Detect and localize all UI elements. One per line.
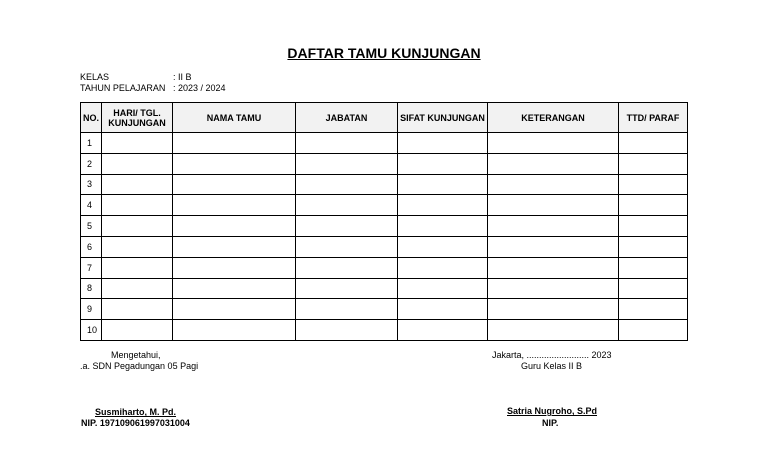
head-name: Susmiharto, M. Pd. [95, 407, 177, 417]
cell-jabatan[interactable] [296, 320, 398, 341]
cell-ttd-paraf[interactable] [619, 174, 688, 195]
cell-sifat-kunjungan[interactable] [398, 299, 488, 320]
cell-keterangan[interactable] [488, 236, 619, 257]
cell-no: 2 [81, 153, 102, 174]
tahun-pelajaran-label: TAHUN PELAJARAN [80, 83, 166, 93]
cell-sifat-kunjungan[interactable] [398, 153, 488, 174]
cell-hari-tgl[interactable] [102, 299, 173, 320]
cell-jabatan[interactable] [296, 216, 398, 237]
header-ttd-paraf: TTD/ PARAF [619, 103, 688, 133]
cell-jabatan[interactable] [296, 278, 398, 299]
header-hari-line2: KUNJUNGAN [108, 117, 166, 128]
cell-hari-tgl[interactable] [102, 133, 173, 154]
cell-jabatan[interactable] [296, 174, 398, 195]
cell-keterangan[interactable] [488, 257, 619, 278]
header-hari-line1: HARI/ TGL. [113, 107, 161, 118]
cell-keterangan[interactable] [488, 133, 619, 154]
cell-no: 3 [81, 174, 102, 195]
cell-hari-tgl[interactable] [102, 174, 173, 195]
teacher-title: Guru Kelas II B [521, 361, 583, 371]
cell-ttd-paraf[interactable] [619, 195, 688, 216]
cell-ttd-paraf[interactable] [619, 299, 688, 320]
cell-nama-tamu[interactable] [173, 216, 296, 237]
cell-ttd-paraf[interactable] [619, 236, 688, 257]
cell-keterangan[interactable] [488, 153, 619, 174]
cell-hari-tgl[interactable] [102, 153, 173, 174]
cell-jabatan[interactable] [296, 133, 398, 154]
school-head-title: .a. SDN Pegadungan 05 Pagi [80, 361, 199, 371]
cell-ttd-paraf[interactable] [619, 153, 688, 174]
cell-no: 8 [81, 278, 102, 299]
teacher-nip: NIP. [542, 418, 559, 428]
table-row [81, 153, 688, 174]
cell-nama-tamu[interactable] [173, 174, 296, 195]
cell-keterangan[interactable] [488, 216, 619, 237]
cell-sifat-kunjungan[interactable] [398, 174, 488, 195]
cell-keterangan[interactable] [488, 278, 619, 299]
cell-keterangan[interactable] [488, 195, 619, 216]
cell-nama-tamu[interactable] [173, 257, 296, 278]
kelas-value: : II B [173, 72, 192, 82]
kelas-label: KELAS [80, 72, 110, 82]
cell-no: 9 [81, 299, 102, 320]
cell-no: 1 [81, 133, 102, 154]
cell-hari-tgl[interactable] [102, 257, 173, 278]
cell-hari-tgl[interactable] [102, 216, 173, 237]
cell-ttd-paraf[interactable] [619, 278, 688, 299]
table-row [81, 216, 688, 237]
cell-nama-tamu[interactable] [173, 153, 296, 174]
kelas-row [80, 72, 192, 83]
cell-hari-tgl[interactable] [102, 195, 173, 216]
cell-ttd-paraf[interactable] [619, 133, 688, 154]
table-row [81, 278, 688, 299]
cell-hari-tgl[interactable] [102, 320, 173, 341]
cell-ttd-paraf[interactable] [619, 320, 688, 341]
tahun-pelajaran-value: : 2023 / 2024 [173, 83, 226, 93]
table-row [81, 299, 688, 320]
cell-no: 4 [81, 195, 102, 216]
header-jabatan: JABATAN [296, 103, 398, 133]
cell-no: 7 [81, 257, 102, 278]
cell-no: 10 [81, 320, 102, 341]
cell-sifat-kunjungan[interactable] [398, 320, 488, 341]
cell-keterangan[interactable] [488, 320, 619, 341]
cell-sifat-kunjungan[interactable] [398, 257, 488, 278]
teacher-name: Satria Nugroho, S.Pd [507, 406, 598, 416]
tahun-pelajaran-row [80, 83, 226, 94]
table-row [81, 133, 688, 154]
header-sifat-kunjungan: SIFAT KUNJUNGAN [398, 103, 488, 133]
cell-sifat-kunjungan[interactable] [398, 195, 488, 216]
cell-keterangan[interactable] [488, 174, 619, 195]
header-row [81, 103, 688, 133]
cell-ttd-paraf[interactable] [619, 216, 688, 237]
header-hari-tgl [102, 103, 173, 133]
table-row [81, 174, 688, 195]
cell-nama-tamu[interactable] [173, 278, 296, 299]
cell-hari-tgl[interactable] [102, 278, 173, 299]
mengetahui-label: Mengetahui, [111, 350, 161, 360]
cell-keterangan[interactable] [488, 299, 619, 320]
table-row [81, 195, 688, 216]
cell-jabatan[interactable] [296, 299, 398, 320]
cell-hari-tgl[interactable] [102, 236, 173, 257]
table-row [81, 236, 688, 257]
cell-nama-tamu[interactable] [173, 236, 296, 257]
cell-jabatan[interactable] [296, 153, 398, 174]
cell-sifat-kunjungan[interactable] [398, 133, 488, 154]
cell-sifat-kunjungan[interactable] [398, 236, 488, 257]
header-nama-tamu: NAMA TAMU [173, 103, 296, 133]
cell-no: 6 [81, 236, 102, 257]
cell-nama-tamu[interactable] [173, 320, 296, 341]
place-date-line: Jakarta, ......................... 2023 [492, 350, 612, 360]
guest-table [80, 102, 688, 341]
header-no: NO. [81, 103, 102, 133]
cell-sifat-kunjungan[interactable] [398, 278, 488, 299]
cell-sifat-kunjungan[interactable] [398, 216, 488, 237]
cell-jabatan[interactable] [296, 195, 398, 216]
table-row [81, 320, 688, 341]
cell-nama-tamu[interactable] [173, 133, 296, 154]
table-row [81, 257, 688, 278]
cell-jabatan[interactable] [296, 236, 398, 257]
cell-nama-tamu[interactable] [173, 195, 296, 216]
head-nip: NIP. 197109061997031004 [81, 418, 190, 428]
cell-jabatan[interactable] [296, 257, 398, 278]
cell-no: 5 [81, 216, 102, 237]
header-keterangan: KETERANGAN [488, 103, 619, 133]
document-title: DAFTAR TAMU KUNJUNGAN [287, 45, 481, 61]
cell-ttd-paraf[interactable] [619, 257, 688, 278]
cell-nama-tamu[interactable] [173, 299, 296, 320]
